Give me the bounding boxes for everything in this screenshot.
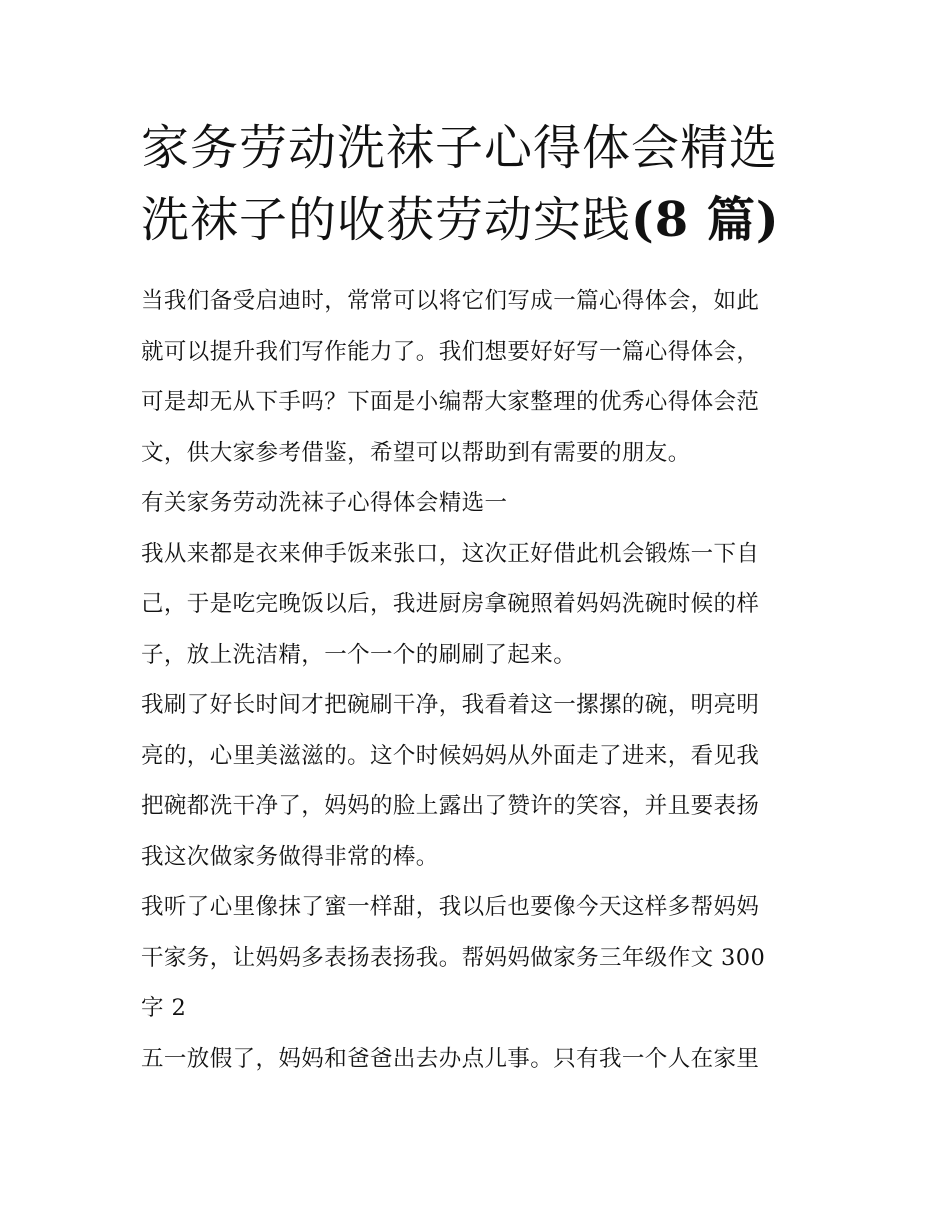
paragraph-2 [141, 680, 813, 882]
text-line: 文，供大家参考借鉴，希望可以帮助到有需要的朋友。 [141, 439, 691, 466]
document-title [141, 112, 813, 256]
title-line-1-text: 家务劳动洗袜子心得体会精选 [141, 120, 779, 176]
title-line-1 [141, 112, 813, 184]
section-heading-1 [141, 478, 813, 529]
paragraph-3 [141, 882, 813, 1034]
text-line: 当我们备受启迪时，常常可以将它们写成一篇心得体会，如此 [141, 288, 760, 314]
title-line-2 [141, 184, 813, 256]
text-line: 可是却无从下手吗？下面是小编帮大家整理的优秀心得体会范 [141, 389, 760, 415]
document-body [141, 276, 813, 1084]
text-line: 我这次做家务做得非常的棒。 [141, 843, 439, 870]
text-line: 把碗都洗干净了，妈妈的脸上露出了赞许的笑容，并且要表扬 [141, 793, 760, 819]
text-line: 我从来都是衣来伸手饭来张口，这次正好借此机会锻炼一下自 [141, 540, 760, 567]
text-line: 有关家务劳动洗袜子心得体会精选一 [141, 490, 508, 516]
text-line: 己，于是吃完晚饭以后，我进厨房拿碗照着妈妈洗碗时候的样 [141, 591, 760, 617]
title-line-2-text: 洗袜子的收获劳动实践 [141, 192, 632, 248]
document-content [141, 112, 813, 1084]
text-line: 我刷了好长时间才把碗刷干净，我看着这一摞摞的碗，明亮明 [141, 692, 760, 718]
text-line: 字 2 [141, 995, 187, 1021]
paragraph-intro [141, 276, 813, 478]
text-line: 子，放上洗洁精，一个一个的刷刷了起来。 [141, 641, 577, 668]
text-line: 我听了心里像抹了蜜一样甜，我以后也要像今天这样多帮妈妈 [141, 894, 760, 920]
title-line-2-count: (8 篇) [631, 192, 780, 248]
text-line: 干家务，让妈妈多表扬表扬我。帮妈妈做家务三年级作文 300 [141, 944, 766, 971]
text-line: 就可以提升我们写作能力了。我们想要好好写一篇心得体会， [141, 338, 760, 365]
paragraph-4 [141, 1034, 813, 1085]
text-line: 五一放假了，妈妈和爸爸出去办点儿事。只有我一个人在家里 [141, 1045, 760, 1072]
text-line: 亮的，心里美滋滋的。这个时候妈妈从外面走了进来，看见我 [141, 742, 760, 769]
paragraph-1 [141, 529, 813, 681]
